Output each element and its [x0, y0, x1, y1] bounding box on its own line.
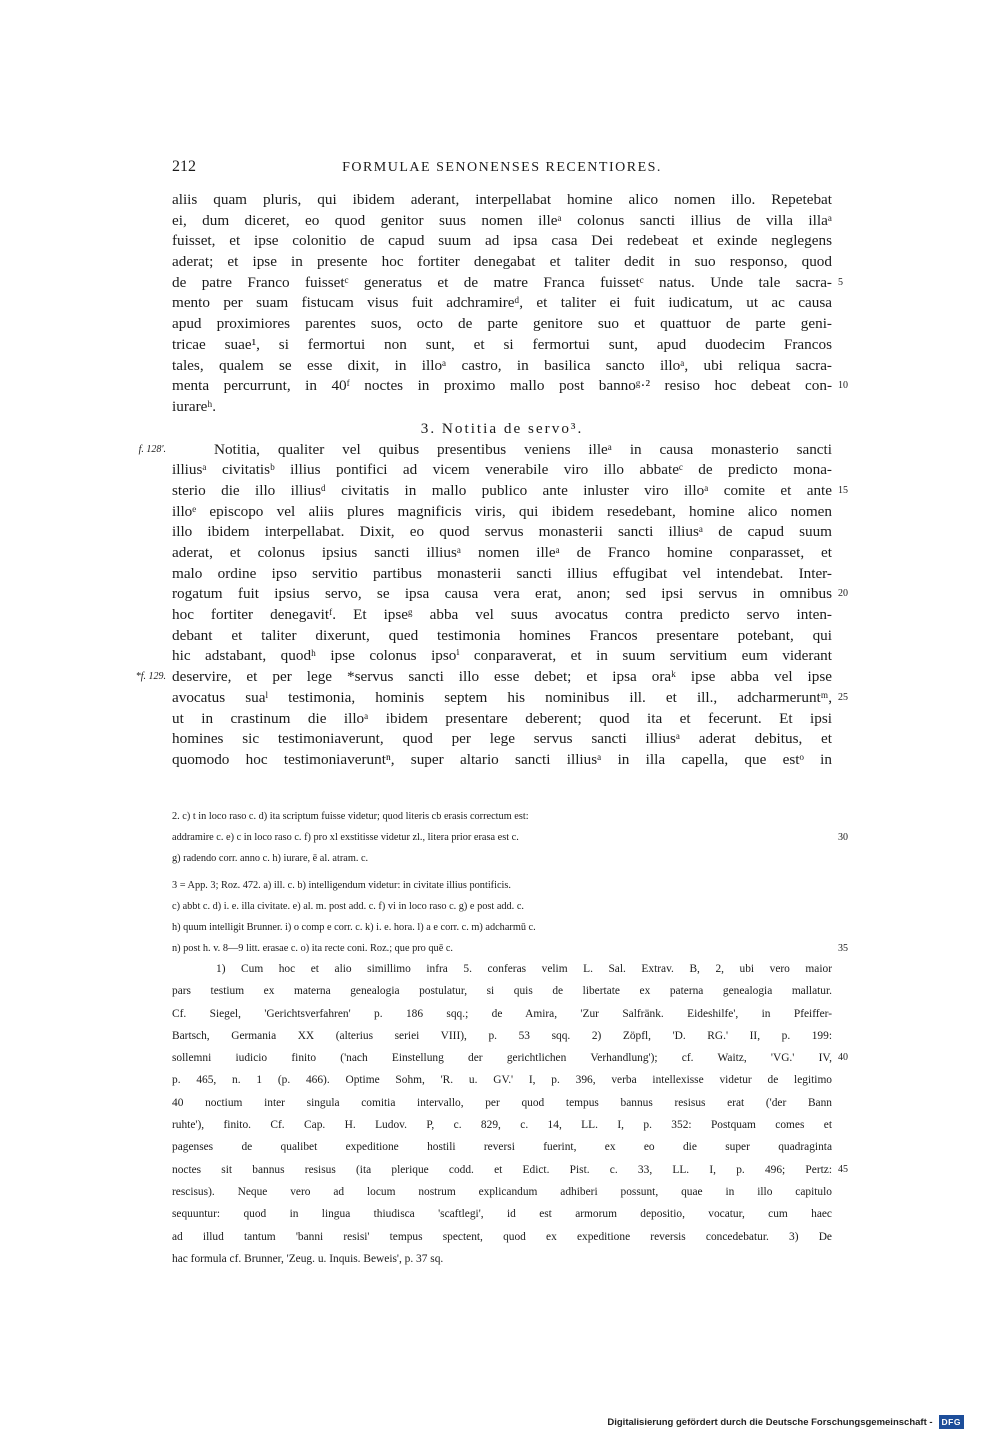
text-line — [172, 626, 832, 647]
text-line — [172, 252, 832, 273]
footnote-line — [172, 1203, 832, 1225]
dfg-logo-icon: DFG — [939, 1415, 964, 1429]
text-line-content: p. 465, n. 1 (p. 466). Optime Sohm, 'R. u. GV.' I, p. 396, verba intellexisse videtur de legitimo — [172, 1074, 832, 1087]
text-line — [172, 397, 832, 418]
text-line-content: Cf. Siegel, 'Gerichtsverfahren' p. 186 sqq.; de Amira, 'Zur Salfränk. Eideshilfe', in Pfeiffer- — [172, 1007, 832, 1020]
text-line-content: aderat, et colonus ipsius sancti illiusᵃ nomen illeᵃ de Franco homine conparasset, et — [172, 544, 832, 561]
text-line-content: Notitia, qualiter vel quibus presentibus veniens illeᵃ in causa monasterio sancti — [214, 440, 832, 458]
line-number: 25 — [838, 691, 848, 703]
text-line-content: aliis quam pluris, qui ibidem aderant, interpellabat homine alico nomen illo. Repetebat — [172, 191, 832, 208]
text-line — [172, 688, 848, 709]
text-line-content: aderat; et ipse in presente hoc fortiter denegabat et taliter dedit in suo responso, quod — [172, 253, 832, 271]
text-line-content: illoᵉ episcopo vel aliis plures magnificis viris, qui ibidem resedebant, homine alico nomen — [172, 502, 832, 520]
text-line-content: avocatus suaˡ testimonia, hominis septem his nominibus ill. et ill., adcharmeruntᵐ, — [172, 688, 832, 706]
footnotes — [172, 958, 848, 1270]
footnote-line — [172, 980, 832, 1002]
text-line-content: hic adstabant, quodʰ ipse colonus ipsoⁱ conparaverat, et in suum servitium eum viderant — [172, 647, 832, 665]
line-number: 20 — [838, 588, 848, 600]
folio-marginal-note: f. 128'. — [138, 443, 166, 455]
text-line-content: hoc fortiter denegavitᶠ. Et ipseᵍ abba vel suus avocatus contra predicto servo inten- — [172, 606, 832, 624]
footnote-line — [172, 1159, 848, 1181]
line-number: 35 — [838, 943, 848, 954]
text-line-content: 1) Cum hoc et alio simillimo infra 5. conferas velim L. Sal. Extrav. B, 2, ubi vero maior — [216, 963, 832, 975]
text-line — [172, 293, 832, 314]
text-line — [172, 584, 848, 605]
apparatus-line — [172, 848, 832, 869]
text-line — [172, 190, 832, 211]
text-line-content: iurareʰ. — [172, 397, 217, 415]
line-number: 45 — [838, 1163, 848, 1175]
text-line-content: de patre Franco fuissetᶜ generatus et de matre Franca fuissetᶜ natus. Unde tale sacra- — [172, 273, 832, 291]
line-number: 15 — [838, 484, 848, 496]
page-header — [172, 158, 832, 180]
text-line-content: h) quum intelligit Brunner. i) o comp e corr. c. k) i. e. hora. l) a e corr. c. m) adcharmū c. — [172, 922, 536, 933]
text-line — [138, 440, 832, 461]
footnote-line — [172, 1181, 832, 1203]
line-number: 5 — [838, 276, 843, 288]
text-line-content: illiusᵃ civitatisᵇ illius pontifici ad vicem venerabile viro illo abbateᶜ de predicto mona- — [172, 461, 832, 479]
text-line-content: tricae suae¹, si fermortui non sunt, et si fermortui sunt, apud duodecim Francos — [172, 335, 832, 353]
text-line — [172, 460, 832, 481]
line-number: 10 — [838, 380, 848, 392]
text-line — [172, 481, 848, 502]
text-line-content: noctes sit bannus resisus (ita plerique codd. et Edict. Pist. c. 33, LL. I, p. 496; Pertz: — [172, 1163, 832, 1176]
apparatus-line — [172, 806, 832, 827]
text-line-content: n) post h. v. 8—9 litt. erasae c. o) ita recte coni. Roz.; que pro quē c. — [172, 943, 453, 954]
text-line-content: g) radendo corr. anno c. h) iurare, ē al. atram. c. — [172, 853, 369, 864]
text-line-content: malo ordine ipso servitio partibus monasterii sancti illius effugibat vel intendebat. Inter- — [172, 564, 832, 582]
footnote-line — [172, 1114, 832, 1136]
text-line-content: tales, qualem se esse dixit, in illoᵃ castro, in basilica sancto illoᵃ, ubi reliqua sacra- — [172, 356, 832, 374]
critical-apparatus — [172, 806, 848, 959]
footnote-line — [172, 1069, 832, 1091]
text-line-content: deservire, et per lege *servus sancti illo esse debet; et ipsa oraᵏ ipse abba vel ipse — [172, 668, 832, 686]
line-number: 30 — [838, 832, 848, 843]
text-line-content: Bartsch, Germania XX (alterius seriei VIII), p. 53 sqq. 2) Zöpfl, 'D. RG.' II, p. 199: — [172, 1029, 832, 1042]
text-line-content: illo ibidem interpellabat. Dixit, eo quod servus monasterii sancti illiusᵃ de capud suum — [172, 523, 832, 541]
footnote-line — [172, 958, 832, 980]
text-line-content: sollemni iudicio finito ('nach Einstellung der gerichtlichen Verhandlung'); cf. Waitz, 'VG.' IV, — [172, 1052, 832, 1065]
text-line-content: ruhte'), finito. Cf. Cap. H. Ludov. P, c. 829, c. 14, LL. I, p. 352: Postquam comes et — [172, 1119, 832, 1132]
text-line-content: hac formula cf. Brunner, 'Zeug. u. Inquis. Beweis', p. 37 sq. — [172, 1252, 444, 1265]
text-line-content: sequuntur: quod in lingua thiudisca 'scaftlegi', id est armorum depositio, vocatur, cum haec — [172, 1208, 832, 1221]
text-line — [172, 273, 843, 294]
text-line-content: addramire c. e) c in loco raso c. f) pro xl exstitisse videtur zl., litera prior erasa est c. — [172, 832, 519, 843]
text-line — [172, 750, 832, 771]
text-line — [172, 314, 832, 335]
formula-3-text — [135, 440, 848, 771]
text-line-content: fuisset, et ipse colonitio de capud suum ad ipsa casa Dei redebeat et exinde neglegens — [172, 232, 832, 250]
text-line — [172, 376, 848, 397]
apparatus-line — [172, 896, 832, 917]
footnote-line — [172, 1136, 832, 1158]
main-text — [135, 190, 848, 771]
footnote-line — [172, 1025, 832, 1047]
text-line-content: pagenses de qualibet expeditione hostili reversi fuerint, ex eo die super quadraginta — [172, 1141, 832, 1154]
text-line — [172, 564, 832, 585]
section-heading: 3. Notitia de servo³. — [420, 419, 584, 437]
text-line-content: 2. c) t in loco raso c. d) ita scriptum fuisse videtur; quod literis cb erasis correctum est: — [172, 811, 529, 822]
text-line — [172, 709, 832, 730]
text-line — [172, 356, 832, 377]
footnote-line — [172, 1047, 848, 1069]
text-line — [172, 335, 832, 356]
text-line-content: ad illud tantum 'banni resisi' tempus spectent, quod ex expeditione reversis concedebatur. 3) De — [172, 1230, 832, 1243]
apparatus-line — [172, 875, 832, 896]
footer-credit — [607, 1414, 964, 1430]
text-line-content: debant et taliter dixerunt, qued testimonia homines Francos presentare potebant, qui — [172, 626, 832, 644]
text-line-content: ei, dum diceret, eo quod genitor suus nomen illeᵃ colonus sancti illius de villa illaᵃ — [172, 211, 832, 229]
text-line-content: homines sic testimoniaverunt, quod per lege servus sancti illiusᵃ aderat debitus, et — [172, 730, 832, 748]
text-line — [172, 543, 832, 564]
text-line-content: 40 noctium inter singula comitia intervallo, per quod tempus bannus resisus erat ('der Bann — [172, 1096, 832, 1109]
running-title: FORMULAE SENONENSES RECENTIORES. — [342, 160, 662, 175]
folio-marginal-note: *f. 129. — [135, 671, 166, 683]
text-line — [172, 646, 832, 667]
text-line-content: sterio die illo illiusᵈ civitatis in mallo publico ante inluster viro illoᵃ comite et ante — [172, 481, 832, 499]
line-number: 40 — [838, 1052, 848, 1064]
footnote-line — [172, 1226, 832, 1248]
apparatus-line — [172, 938, 848, 959]
formula-2-text — [172, 190, 848, 397]
text-line — [172, 729, 832, 750]
text-line-content: apud proximiores parentes suos, octo de parte genitore suo et quattuor de parte geni- — [172, 315, 832, 333]
page-number: 212 — [172, 158, 196, 175]
apparatus-line — [172, 917, 832, 938]
text-line-content: rescisus). Neque vero ad locum nostrum explicandum adhiberi possunt, quae in illo capitulo — [172, 1185, 832, 1198]
text-line-content: 3 = App. 3; Roz. 472. a) ill. c. b) intelligendum videtur: in civitate illius pontificis. — [172, 880, 511, 891]
text-line — [172, 605, 832, 626]
footnote-line — [172, 1003, 832, 1025]
text-line-content: menta percurrunt, in 40ᶠ noctes in proximo mallo post bannoᵍ·² resiso hoc debeat con- — [172, 377, 832, 395]
text-line-content: rogatum fuit ipsius servo, se ipsa causa vera erat, anon; sed ipsi servus in omnibus — [172, 585, 832, 603]
text-line-content: pars testium ex materna genealogia postulatur, si quis de libertate ex paterna genealogia mallatur. — [172, 985, 832, 998]
text-line-content: c) abbt c. d) i. e. illa civitate. e) al. m. post add. c. f) vi in loco raso c. g) e post add. c. — [172, 901, 524, 912]
text-line — [135, 667, 832, 688]
text-line-content: mento per suam fistucam visus fuit adchramireᵈ, et taliter ei fuit iudicatum, ut ac causa — [172, 294, 832, 312]
text-line — [172, 522, 832, 543]
footnote-line — [172, 1248, 832, 1270]
footnote-line — [172, 1092, 832, 1114]
apparatus-line — [172, 827, 848, 848]
text-line — [172, 211, 832, 232]
text-line-content: quomodo hoc testimoniaveruntⁿ, super altario sancti illiusᵃ in illa capella, que estᵒ in — [172, 750, 832, 768]
text-line — [172, 502, 832, 523]
text-line-content: ut in crastinum die illoᵃ ibidem presentare deberent; quod ita et fecerunt. Et ipsi — [172, 709, 832, 727]
text-line — [172, 231, 832, 252]
footer-credit-text: Digitalisierung gefördert durch die Deutsche Forschungsgemeinschaft - — [607, 1416, 933, 1428]
